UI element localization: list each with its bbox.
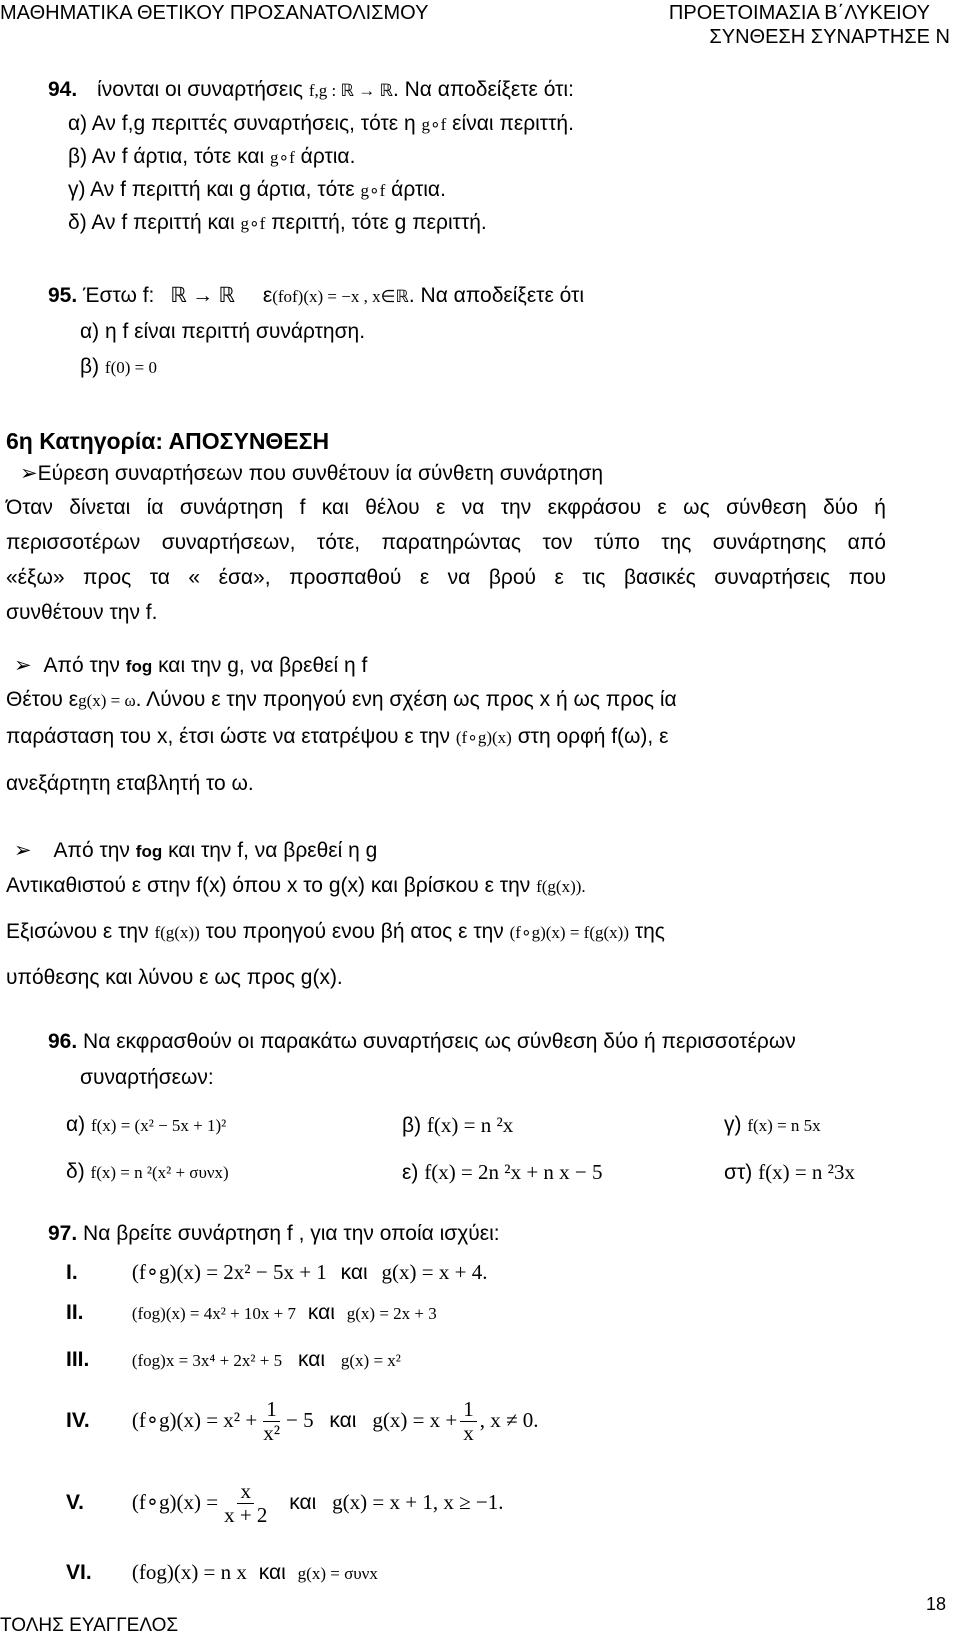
math-expression: g(x) = 2x + 3 (346, 1304, 437, 1323)
item-text: β) (80, 355, 100, 378)
math-expression: f(x) = (x² − 5x + 1)² (90, 1116, 227, 1135)
math-expression: (f∘g)(x) = x² + (131, 1408, 258, 1433)
paragraph-text: Θέτου ε (6, 688, 79, 711)
header-right: ΠΡΟΕΤΟΙΜΑΣΙΑ Β΄ΛΥΚΕΙΟΥ (668, 2, 930, 24)
math-expression: f,g : ℝ → ℝ (308, 81, 393, 100)
exercise-text: Έστω f: (83, 284, 155, 307)
connector-text: και (340, 1261, 368, 1284)
arrow-bullet-icon: ➢ (14, 654, 32, 677)
math-expression: (f∘g)(x) = f(g(x)) (509, 923, 629, 942)
item-label: V. (66, 1491, 84, 1515)
page-number: 18 (925, 1594, 946, 1614)
item-label: δ) (66, 1160, 85, 1183)
math-expression: g(x) = x + 1, x ≥ −1. (332, 1490, 504, 1515)
header-right-sub: ΣΥΝΘΕΣΗ ΣΥΝΑΡΤΗΣΕ Ν (709, 26, 950, 48)
bullet-text: Από την (53, 839, 130, 862)
paragraph-line: Όταν δίνεται ία συνάρτηση f και θέλου ε να την εκφράσου ε ως σύνθεση δύο ή (6, 496, 886, 519)
item-text: άρτια. (300, 145, 356, 168)
bullet-text: Από την (43, 654, 120, 677)
exercise-text: ε (262, 284, 273, 307)
item-label: ε) (402, 1161, 419, 1184)
paragraph-line: υπόθεσης και λύνου ε ως προς g(x). (6, 966, 343, 989)
math-expression: f(0) = 0 (104, 358, 157, 377)
connector-text: και (297, 1348, 326, 1371)
bullet-text: και την g, να βρεθεί η f (158, 654, 368, 677)
item-label: I. (66, 1261, 78, 1284)
exercise-text: ίνονται οι συναρτήσεις (97, 78, 304, 101)
math-expression: fog (125, 657, 153, 676)
math-expression: f(x) = n ²(x² + συνx) (90, 1163, 229, 1182)
item-text: είναι περιττή. (452, 112, 574, 135)
math-expression: g∘f (421, 115, 447, 134)
fraction-numerator: 1 (460, 1398, 477, 1422)
item-text: α) η f είναι περιττή συνάρτηση. (80, 320, 366, 343)
math-expression: − 5 (285, 1408, 314, 1433)
section-title: 6η Κατηγορία: ΑΠΟΣΥΝΘΕΣΗ (6, 428, 330, 454)
exercise-text: Να βρείτε συνάρτηση f , για την οποία ισχύει: (83, 1222, 500, 1245)
fraction-denominator: x + 2 (224, 1503, 268, 1528)
paragraph-line: περισσοτέρων συναρτήσεων, τότε, παρατηρώντας τον τύπο της συνάρτησης από (6, 531, 886, 554)
math-expression: f(g(x)) (154, 923, 200, 942)
bullet-text: και την f, να βρεθεί η g (168, 839, 378, 862)
math-expression: f(x) = n ²x (426, 1113, 514, 1137)
fraction-numerator: 1 (263, 1398, 280, 1422)
item-label: III. (66, 1348, 90, 1371)
math-expression: g∘f (360, 181, 386, 200)
math-expression: , x ≠ 0. (479, 1408, 539, 1433)
paragraph-line: ανεξάρτητη εταβλητή το ω. (6, 772, 254, 795)
fraction (460, 1398, 477, 1445)
math-expression: (f∘g)(x) = (131, 1490, 219, 1515)
exercise-text: . Να αποδείξετε ότι: (392, 78, 574, 101)
math-expression: (fog)x = 3x⁴ + 2x² + 5 (131, 1351, 283, 1370)
math-expression: g∘f (240, 214, 266, 233)
math-expression: g(x) = ω (78, 691, 136, 710)
item-text: άρτια. (391, 178, 446, 201)
item-label: β) (402, 1114, 422, 1137)
exercise-number: 95. (48, 284, 78, 307)
item-label: VI. (66, 1561, 92, 1584)
math-expression: f(x) = n ²3x (758, 1160, 855, 1184)
paragraph-text: Αντικαθιστού ε στην f(x) όπου x το g(x) και βρίσκου ε την (6, 874, 531, 897)
math-expression: (fog)(x) = n x (131, 1560, 247, 1584)
paragraph-line: «έξω» προς τα « έσα», προσπαθού ε να βρού ε τις βασικές συναρτήσεις που (6, 566, 886, 589)
connector-text: και (258, 1561, 286, 1584)
item-text: γ) Αν f περιττή και g άρτια, τότε (68, 178, 355, 201)
math-expression: g(x) = x² (340, 1351, 401, 1370)
paragraph-text: Εξισώνου ε την (6, 920, 149, 943)
connector-text: και (329, 1409, 357, 1433)
paragraph-text: παράσταση του x, έτσι ώστε να ετατρέψου ε την (6, 725, 451, 748)
paragraph-text: της (634, 920, 665, 943)
math-expression: f(x) = 2n ²x + n x − 5 (424, 1160, 603, 1184)
item-text: β) Αν f άρτια, τότε και (68, 145, 265, 168)
connector-text: και (307, 1301, 335, 1324)
item-label: IV. (66, 1409, 90, 1433)
math-expression: g(x) = συνx (297, 1564, 378, 1583)
math-expression: g∘f (270, 148, 295, 167)
arrow-bullet-icon: ➢ (14, 839, 32, 862)
math-expression: f(g(x)). (536, 877, 586, 896)
item-text: δ) Αν f περιττή και (68, 211, 235, 234)
item-label: γ) (724, 1113, 742, 1136)
exercise-text: Να εκφρασθούν οι παρακάτω συναρτήσεις ως σύνθεση δύο ή περισσοτέρων (83, 1030, 796, 1053)
fraction (260, 1398, 283, 1445)
header-left: ΜΑΘΗΜΑΤΙΚΑ ΘΕΤΙΚΟΥ ΠΡΟΣΑΝΑΤΟΛΙΣΜΟΥ (0, 2, 429, 24)
paragraph-line: συνθέτουν την f. (6, 601, 158, 624)
item-text: α) Αν f,g περιττές συναρτήσεις, τότε η (68, 112, 416, 135)
exercise-number: 96. (48, 1030, 78, 1053)
exercise-number: 94. (48, 78, 78, 101)
item-label: στ) (724, 1161, 753, 1184)
paragraph-text: του προηγού ενου βή ατος ε την (205, 920, 504, 943)
paragraph-text: . Λύνου ε την προηγού ενη σχέση ως προς x ή ως προς ία (135, 688, 677, 711)
arrow-bullet-icon: ➢ (20, 462, 38, 485)
math-expression: f(x) = n 5x (747, 1116, 821, 1135)
exercise-text: συναρτήσεων: (80, 1066, 214, 1089)
item-label: α) (66, 1113, 86, 1136)
math-expression: (fof)(x) = −x , x∈ℝ (272, 287, 409, 306)
bullet-text: Εύρεση συναρτήσεων που συνθέτουν ία σύνθετη συνάρτηση (37, 462, 604, 485)
item-text: περιττή, τότε g περιττή. (271, 211, 487, 234)
math-expression: (fog)(x) = 4x² + 10x + 7 (131, 1304, 297, 1323)
exercise-number: 97. (48, 1222, 78, 1245)
math-expression: g(x) = x + (372, 1408, 458, 1433)
math-expression: fog (135, 842, 163, 861)
author-name: ΤΟΛΗΣ ΕΥΑΓΓΕΛΟΣ (0, 1615, 179, 1636)
fraction (221, 1480, 270, 1527)
math-expression: (f∘g)(x) (455, 728, 512, 747)
fraction-numerator: x (237, 1480, 254, 1504)
paragraph-text: στη ορφή f(ω), ε (517, 725, 669, 748)
item-label: II. (66, 1301, 84, 1324)
math-expression: (f∘g)(x) = 2x² − 5x + 1 (131, 1260, 327, 1284)
math-expression: ℝ → ℝ (170, 283, 235, 307)
connector-text: και (289, 1491, 317, 1515)
fraction-denominator: x² (263, 1421, 280, 1446)
exercise-text: . Να αποδείξετε ότι (408, 284, 585, 307)
fraction-denominator: x (463, 1421, 474, 1446)
math-expression: g(x) = x + 4. (381, 1260, 488, 1284)
